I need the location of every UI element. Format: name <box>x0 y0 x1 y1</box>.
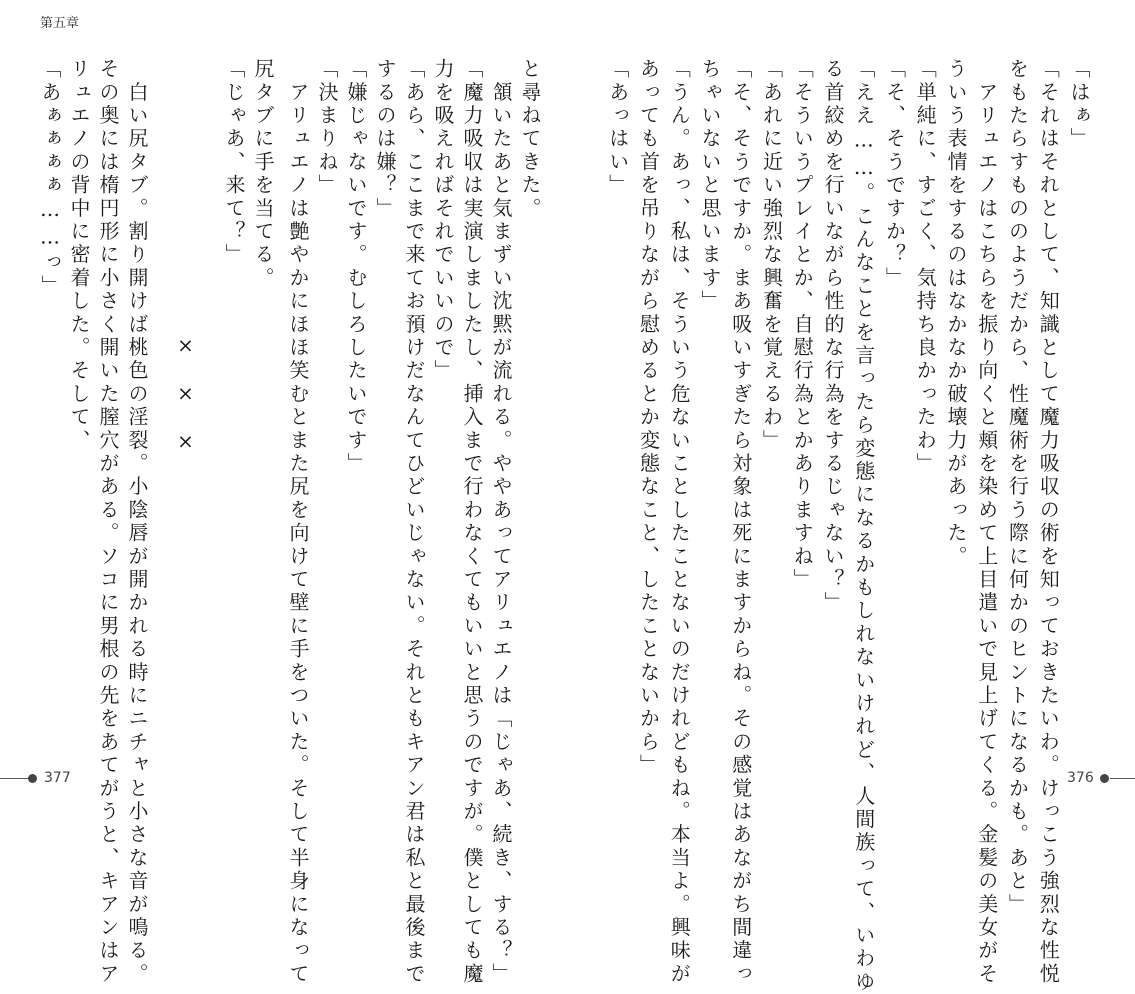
scene-break: ××× <box>173 333 198 477</box>
footer-left <box>0 770 80 788</box>
text-line: 「それはそれとして、知識として魔力吸収の術を知っておきたいわ。けっこう強烈な性悦 <box>1036 58 1061 986</box>
chapter-header: 第五章 <box>40 16 80 31</box>
text-line: 白い尻タブ。割り開けば桃色の淫裂。小陰唇が開かれる時にニチャと小さな音が鳴る。 <box>125 58 149 986</box>
text-line: 「そういうプレイとか、自慰行為とかありますね」 <box>790 58 815 592</box>
footer-rule <box>1110 778 1135 779</box>
text-line: アリュエノはこちらを振り向くと頬を染めて上目遣いで見上げてくる。金髪の美女がそ <box>974 58 999 986</box>
text-line: その奥には楕円形に小さく開いた膣穴がある。ソコに男根の先をあてがうと、キアンはア <box>96 58 120 986</box>
footer-dot-icon <box>28 774 37 783</box>
text-line: ちゃいないと思います」 <box>698 58 722 314</box>
text-line: 「あっはい」 <box>605 58 630 198</box>
text-line: 「そ、そうですか？」 <box>882 58 907 290</box>
text-line: あっても首を吊りながら慰めるとか変態なこと、したことないから」 <box>636 58 661 778</box>
text-line: 「そ、そうですか。まあ吸いすぎたら対象は死にますからね。その感覚はあながち間違っ <box>728 58 753 986</box>
text-line: 頷いたあと気まずい沈黙が流れる。ややあってアリュエノは「じゃあ、続き、する？」 <box>489 58 513 986</box>
footer-right <box>1055 770 1135 788</box>
left-page <box>38 58 542 986</box>
page-number-right: 376 <box>1067 770 1094 786</box>
text-line: リュエノの背中に密着した。そして、 <box>67 58 91 453</box>
text-line: 「あぁぁぁぁ……っ」 <box>38 58 62 298</box>
page-number-left: 377 <box>44 770 71 786</box>
text-line: と尋ねてきた。 <box>518 58 542 221</box>
text-line: 尻タブに手を当てる。 <box>251 58 275 290</box>
text-line: 「魔力吸収は実演しましたし、挿入まで行わなくてもいいと思うのですが。僕としても魔 <box>460 58 484 986</box>
text-line: 「決まりね」 <box>315 58 339 198</box>
text-line: 「嫌じゃないです。むしろしたいです」 <box>344 58 368 476</box>
text-line: をもたらすもののようだから、性魔術を行う際に何かのヒントになるかも。あと」 <box>1005 58 1030 917</box>
text-line: 「ええ……。こんなことを言ったら変態になるかもしれないけれど、人間族って、いわゆ <box>851 58 876 994</box>
text-line: 力を吸えればそれでいいので」 <box>431 58 455 383</box>
text-line: 「あら、ここまで来てお預けだなんてひどいじゃない。それともキアン君は私と最後まで <box>402 58 426 986</box>
text-line: アリュエノは艶やかにほほ笑むとまた尻を向けて壁に手をついた。そして半身になって <box>286 58 310 986</box>
text-line: ういう表情をするのはなかなか破壊力があった。 <box>944 58 968 569</box>
text-line: る首絞めを行いながら性的な行為をするじゃない？」 <box>821 58 845 615</box>
text-line: 「単純に、すごく、気持ち良かったわ」 <box>913 58 938 476</box>
text-line: するのは嫌？」 <box>373 58 397 221</box>
footer-rule <box>0 778 28 779</box>
blank-line <box>205 58 216 778</box>
text-line: 「はぁ」 <box>1067 58 1091 151</box>
text-line: 「あれに近い強烈な興奮を覚えるわ」 <box>759 58 784 453</box>
blank-line <box>156 58 167 778</box>
footer-dot-icon <box>1100 774 1109 783</box>
text-line: 「うん。あっ、私は、そういう危ないことしたことないのだけれどもね。本当よ。興味が <box>667 58 692 986</box>
text-line: 「じゃあ、来て？」 <box>222 58 246 267</box>
